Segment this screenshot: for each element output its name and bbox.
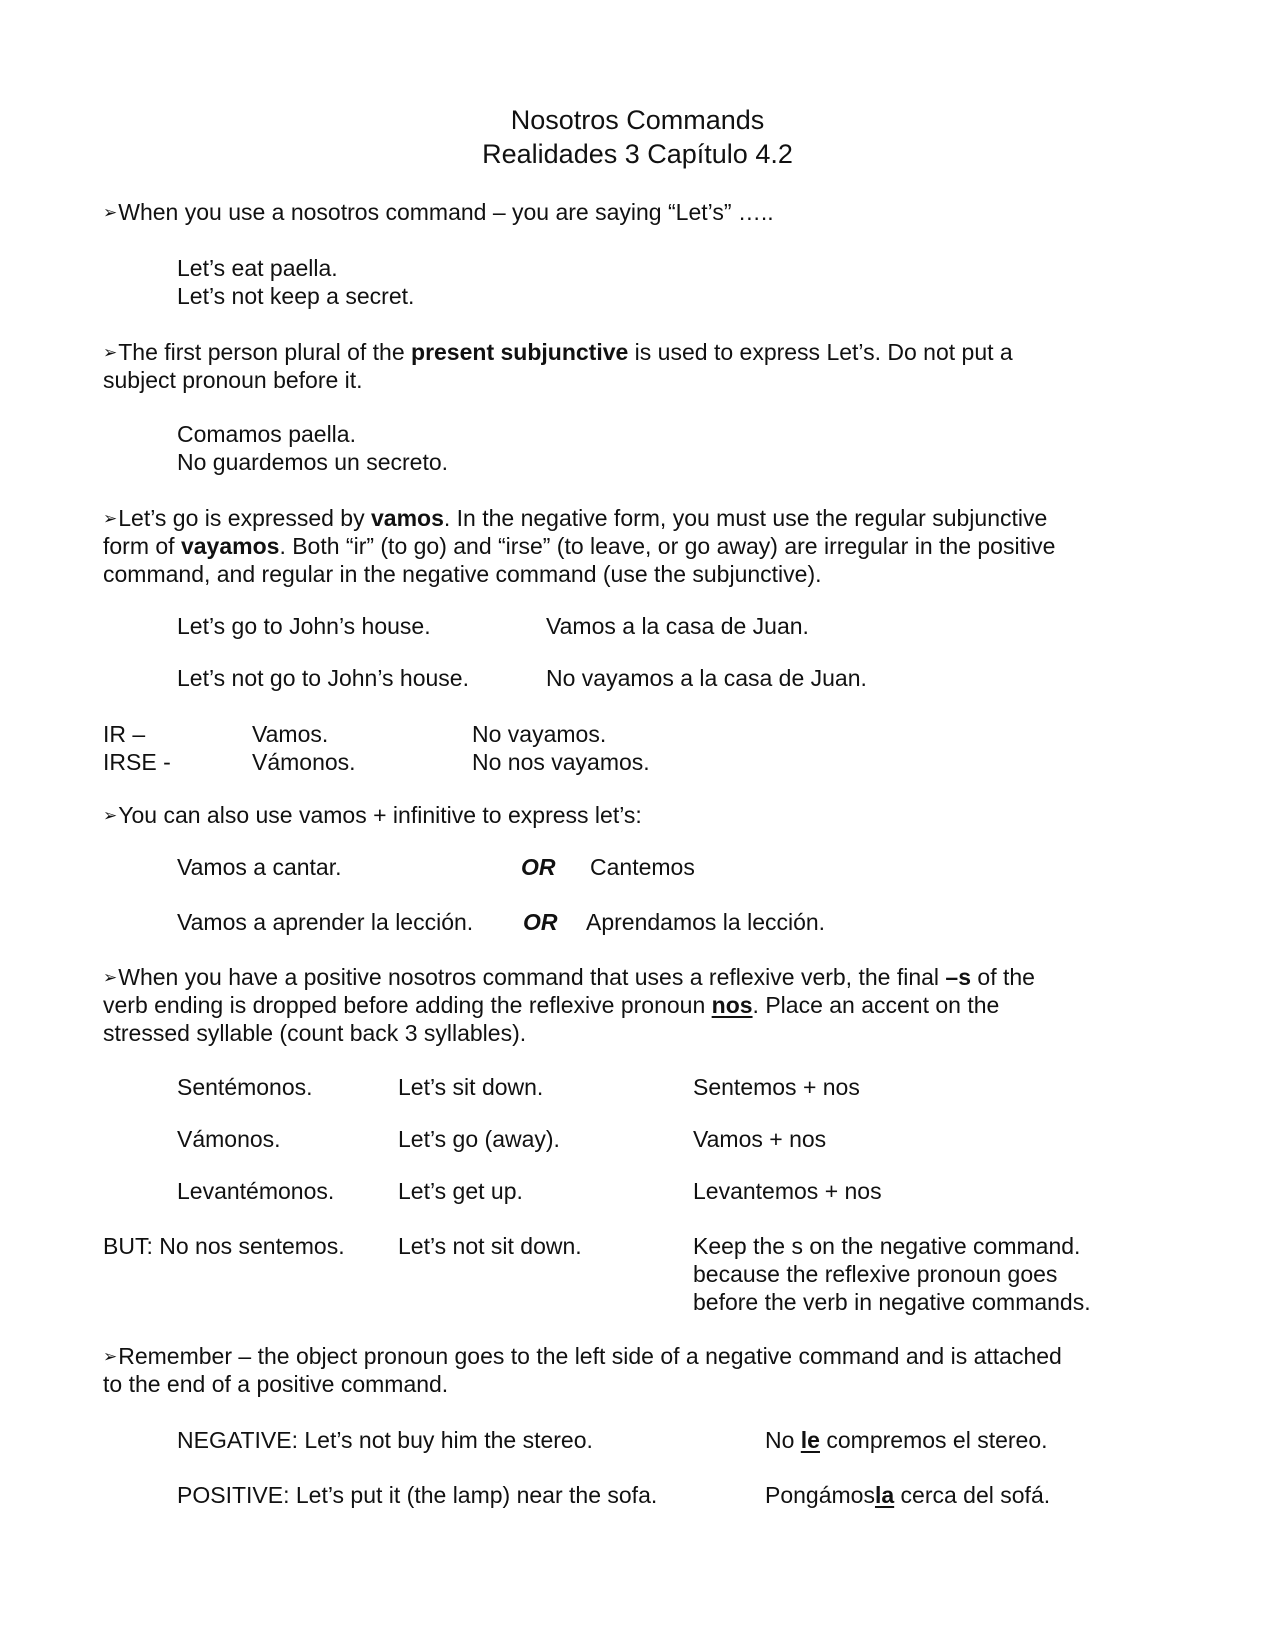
or-label: OR <box>521 854 556 880</box>
arrow-bullet-icon: ➢ <box>103 203 118 222</box>
example-vamos: Vamos a aprender la lección. <box>177 909 474 935</box>
bullet-let-s: ➢When you use a nosotros command – you are saying “Let’s” ….. <box>103 199 774 225</box>
positive-spanish: Pongámosla cerca del sofá. <box>765 1482 1051 1508</box>
negative-spanish: No le compremos el stereo. <box>765 1427 1048 1453</box>
negative-form: No vayamos. <box>472 721 607 747</box>
but-note: Keep the s on the negative command. <box>693 1233 1081 1259</box>
or-label: OR <box>523 909 558 935</box>
reflexive-formation: Vamos + nos <box>693 1126 827 1152</box>
positive-example: POSITIVE: Let’s put it (the lamp) near the sofa. <box>177 1482 658 1508</box>
example-spanish: Vamos a la casa de Juan. <box>546 613 809 639</box>
arrow-bullet-icon: ➢ <box>103 343 118 362</box>
bullet-object-pronoun: ➢Remember – the object pronoun goes to the left side of a negative command and is attached <box>103 1343 1062 1369</box>
positive-form: Vamos. <box>252 721 329 747</box>
reflexive-formation: Levantemos + nos <box>693 1178 882 1204</box>
example-english: Let’s go to John’s house. <box>177 613 431 639</box>
but-translation: Let’s not sit down. <box>398 1233 582 1259</box>
but-note: because the reflexive pronoun goes <box>693 1261 1058 1287</box>
example-line: Comamos paella. <box>177 421 356 447</box>
reflexive-command: Sentémonos. <box>177 1074 313 1100</box>
example-subjunctive: Cantemos <box>590 854 695 880</box>
reflexive-command: Vámonos. <box>177 1126 281 1152</box>
bullet-present-subjunctive: ➢The first person plural of the present subjunctive is used to express Let’s. Do not put a <box>103 339 1013 365</box>
bullet-vamos: ➢Let’s go is expressed by vamos. In the negative form, you must use the regular subjunctive <box>103 505 1048 531</box>
bullet-reflexive: ➢When you have a positive nosotros command that uses a reflexive verb, the final –s of the <box>103 964 1035 990</box>
example-english: Let’s not go to John’s house. <box>177 665 469 691</box>
paragraph-line: stressed syllable (count back 3 syllables). <box>103 1020 527 1046</box>
arrow-bullet-icon: ➢ <box>103 806 118 825</box>
but-note: before the verb in negative commands. <box>693 1289 1091 1315</box>
paragraph-line: subject pronoun before it. <box>103 367 363 393</box>
example-line: Let’s not keep a secret. <box>177 283 415 309</box>
verb-label: IRSE - <box>103 749 171 775</box>
negative-form: No nos vayamos. <box>472 749 650 775</box>
bullet-vamos-infinitive: ➢You can also use vamos + infinitive to express let’s: <box>103 802 642 828</box>
reflexive-translation: Let’s go (away). <box>398 1126 560 1152</box>
verb-label: IR – <box>103 721 146 747</box>
paragraph-line: command, and regular in the negative command (use the subjunctive). <box>103 561 822 587</box>
arrow-bullet-icon: ➢ <box>103 968 118 987</box>
reflexive-translation: Let’s sit down. <box>398 1074 544 1100</box>
paragraph-line: verb ending is dropped before adding the reflexive pronoun nos. Place an accent on the <box>103 992 1000 1018</box>
example-line: No guardemos un secreto. <box>177 449 449 475</box>
example-vamos: Vamos a cantar. <box>177 854 342 880</box>
arrow-bullet-icon: ➢ <box>103 509 118 528</box>
arrow-bullet-icon: ➢ <box>103 1347 118 1366</box>
paragraph-line: form of vayamos. Both “ir” (to go) and “irse” (to leave, or go away) are irregular in the positive <box>103 533 1056 559</box>
paragraph-line: to the end of a positive command. <box>103 1371 449 1397</box>
negative-example: NEGATIVE: Let’s not buy him the stereo. <box>177 1427 593 1453</box>
example-subjunctive: Aprendamos la lección. <box>586 909 826 935</box>
reflexive-translation: Let’s get up. <box>398 1178 523 1204</box>
positive-form: Vámonos. <box>252 749 356 775</box>
but-example: BUT: No nos sentemos. <box>103 1233 345 1259</box>
example-line: Let’s eat paella. <box>177 255 338 281</box>
reflexive-command: Levantémonos. <box>177 1178 335 1204</box>
reflexive-formation: Sentemos + nos <box>693 1074 860 1100</box>
page-subtitle: Realidades 3 Capítulo 4.2 <box>482 139 793 169</box>
example-spanish: No vayamos a la casa de Juan. <box>546 665 867 691</box>
page-title: Nosotros Commands <box>510 105 765 135</box>
